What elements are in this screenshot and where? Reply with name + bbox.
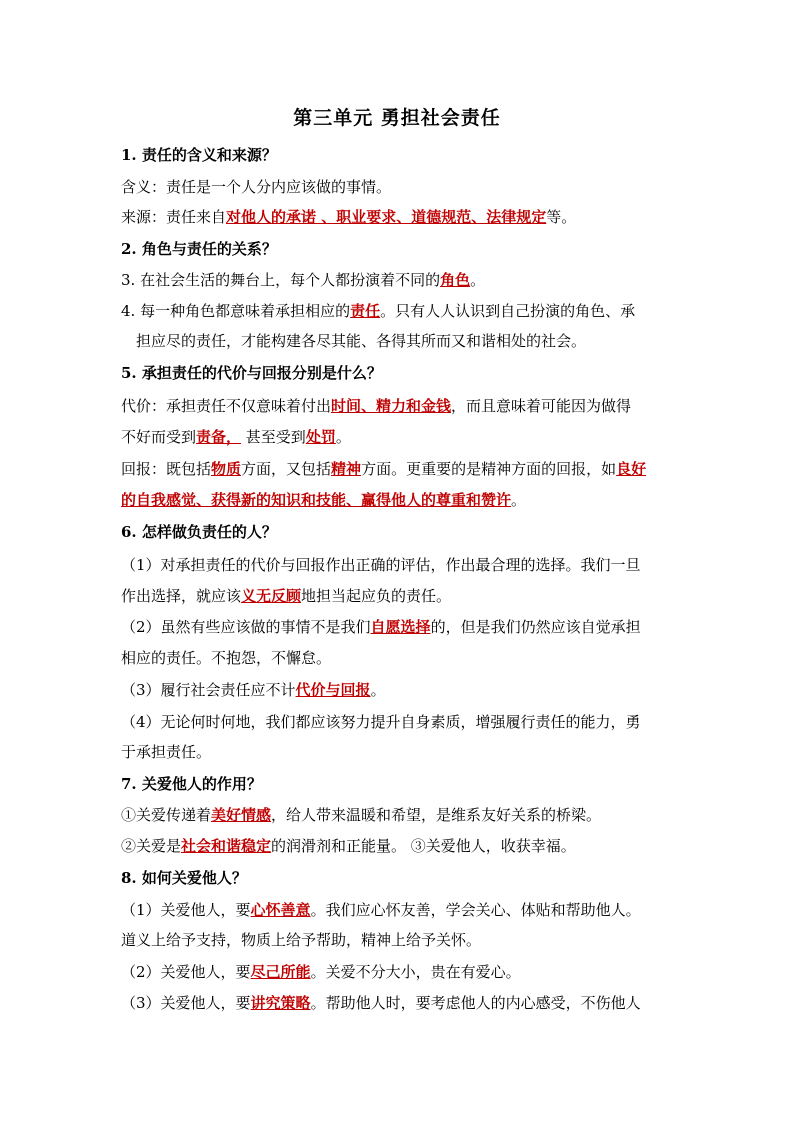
key-point: 代价与回报: [295, 681, 371, 699]
text-segment: 代价：承担责任不仅意味着付出: [121, 397, 332, 415]
text-segment: （2）关爱他人，要: [121, 963, 251, 981]
text-segment: 的润滑剂和正能量。 ③关爱他人，收获幸福。: [271, 837, 576, 855]
item-8-3: [121, 993, 641, 1013]
text-segment: 。我们应心怀友善，学会关心、体贴和帮助他人。: [310, 901, 641, 919]
text-segment: 等。: [546, 208, 577, 226]
key-point: 自愿选择: [370, 618, 431, 636]
item-8-2: [121, 962, 521, 982]
text-segment: 。: [470, 271, 486, 289]
key-point: 物质: [211, 460, 242, 478]
text-segment: 方面。更重要的是精神方面的回报，如: [361, 460, 617, 478]
key-point: 尽己所能: [250, 963, 311, 981]
key-point: 处罚: [305, 428, 336, 446]
item-6-4: （4）无论何时何地，我们都应该努力提升自身素质，增强履行责任的能力，勇: [121, 713, 641, 731]
text-segment: 不好而受到: [121, 428, 197, 446]
key-point: 对他人的承诺 、职业要求、道德规范、法律规定: [226, 208, 547, 226]
text-segment: 来源：责任来自: [121, 208, 227, 226]
text-segment: 回报：既包括: [121, 460, 212, 478]
item-7-2: [121, 836, 576, 856]
text-segment: 方面，又包括: [241, 460, 332, 478]
text-segment: 。: [335, 428, 351, 446]
question-1: 1. 责任的含义和来源？: [121, 146, 277, 164]
item-6-3: [121, 680, 386, 700]
text-segment: （2）虽然有些应该做的事情不是我们: [121, 618, 371, 636]
key-point: 义无反顾: [241, 587, 302, 605]
reward-line-continued: [121, 490, 526, 510]
key-point: 的自我感觉、获得新的知识和技能、赢得他人的尊重和赞许: [121, 491, 512, 509]
point-4: [121, 301, 635, 321]
text-segment: （1）关爱他人，要: [121, 901, 251, 919]
key-point: 美好情感: [211, 806, 272, 824]
point-3: [121, 270, 485, 290]
item-8-1: [121, 900, 641, 920]
text-segment: ，而且意味着可能因为做得: [451, 397, 632, 415]
key-point: 社会和谐稳定: [181, 837, 272, 855]
question-7: 7. 关爱他人的作用？: [121, 775, 262, 793]
key-point: 心怀善意: [250, 901, 311, 919]
key-point: 责任: [350, 302, 381, 320]
text-segment: 。只有人人认识到自己扮演的角色、承: [380, 302, 636, 320]
reward-line: [121, 459, 646, 479]
page-title: 第三单元 勇担社会责任: [293, 107, 501, 129]
text-segment: 地担当起应负的责任。: [301, 587, 452, 605]
item-6-4-continued: 于承担责任。: [121, 743, 212, 761]
question-2: 2. 角色与责任的关系？: [121, 240, 277, 258]
text-segment: ②关爱是: [121, 837, 182, 855]
key-point: 良好: [616, 460, 647, 478]
text-segment: 4. 每一种角色都意味着承担相应的: [121, 302, 351, 320]
text-segment: 。帮助他人时，要考虑他人的内心感受，不伤他人: [310, 994, 641, 1012]
point-4-continued: 担应尽的责任，才能构建各尽其能、各得其所而又和谐相处的社会。: [136, 332, 587, 350]
item-6-1-continued: [121, 586, 451, 606]
text-segment: 。关爱不分大小，贵在有爱心。: [310, 963, 521, 981]
key-point: 精神: [331, 460, 362, 478]
item-7-1: [121, 805, 601, 825]
text-segment: 的，但是我们仍然应该自觉承担: [430, 618, 641, 636]
key-point: 角色: [440, 271, 471, 289]
text-segment: ①关爱传递着: [121, 806, 212, 824]
text-segment: 3. 在社会生活的舞台上，每个人都扮演着不同的: [121, 271, 441, 289]
item-6-1: （1）对承担责任的代价与回报作出正确的评估，作出最合理的选择。我们一旦: [121, 556, 641, 574]
text-segment: （3）履行社会责任应不计: [121, 681, 296, 699]
key-point: 时间、精力和金钱: [331, 397, 452, 415]
text-segment: 。: [370, 681, 386, 699]
text-segment: ，给人带来温暖和希望，是维系友好关系的桥梁。: [271, 806, 602, 824]
cost-line-continued: [121, 427, 351, 447]
definition-line: 含义：责任是一个人分内应该做的事情。: [121, 178, 392, 196]
item-6-2-continued: 相应的责任。不抱怨，不懈怠。: [121, 649, 332, 667]
key-point: 责备，: [196, 428, 242, 446]
item-8-1-continued: 道义上给予支持，物质上给予帮助，精神上给予关怀。: [121, 931, 482, 949]
question-8: 8. 如何关爱他人？: [121, 869, 247, 887]
text-segment: （3）关爱他人，要: [121, 994, 251, 1012]
question-5: 5. 承担责任的代价与回报分别是什么？: [121, 364, 382, 382]
source-line: [121, 207, 576, 227]
text-segment: 。: [511, 491, 527, 509]
text-segment: 作出选择，就应该: [121, 587, 242, 605]
cost-line: [121, 396, 631, 416]
item-6-2: [121, 617, 641, 637]
key-point: 讲究策略: [250, 994, 311, 1012]
question-6: 6. 怎样做负责任的人？: [121, 523, 277, 541]
text-segment: 甚至受到: [241, 428, 306, 446]
